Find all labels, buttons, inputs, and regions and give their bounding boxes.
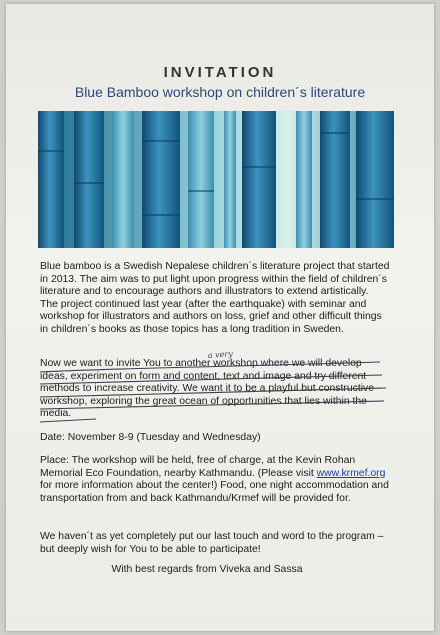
closing-section (40, 531, 390, 556)
place-text-start: Place: The workshop will be held, free of charge, at the Kevin Rohan Memorial Eco Foundation, nearby Kathmandu. (Please visit (40, 455, 356, 479)
intro-section (40, 261, 390, 337)
place-paragraph (40, 455, 390, 505)
invite-section (40, 358, 390, 421)
signature-line: With best regards from Viveka and Sassa (111, 564, 303, 575)
invite-paragraph: Now we want to invite You to another workshop where we will develop ideas, experiment on form and content, text and image and try different methods to increase creativity. We want it to be a playful but constructive workshop, exploring the great ocean of opportunities that lies within the media. (40, 358, 375, 420)
signature-section (32, 564, 382, 577)
intro-paragraph-2: The project continued last year (after the earthquake) with seminar and workshop for illustrators and authors on loss, grief and other difficult things in children´s books as those topics has a long tradition in Sweden. (40, 298, 382, 335)
bamboo-banner-image (38, 111, 394, 248)
closing-paragraph: We haven´t as yet completely put our last touch and word to the program – but deeply wish for You to be able to participate! (40, 531, 384, 555)
date-line: Date: November 8-9 (Tuesday and Wednesday) (40, 432, 261, 443)
place-section (40, 455, 390, 505)
handwritten-note: a very (207, 349, 234, 360)
page-title: INVITATION (163, 64, 277, 81)
intro-paragraph-1: Blue bamboo is a Swedish Nepalese children´s literature project that started in 2013. The aim was to put light upon progress within the field of children´s literature and to encourage authors and illustrators to extend artistically. (40, 261, 390, 298)
page-subtitle: Blue Bamboo workshop on children´s literature (74, 84, 366, 100)
date-section (40, 432, 390, 445)
place-text-end: for more information about the center!) Food, one night accommodation and transportation from and back Kathmandu/Krmef will be provided for. (40, 480, 389, 504)
website-link[interactable]: www.krmef.org (316, 467, 386, 479)
bamboo-forest-photo (38, 111, 394, 248)
